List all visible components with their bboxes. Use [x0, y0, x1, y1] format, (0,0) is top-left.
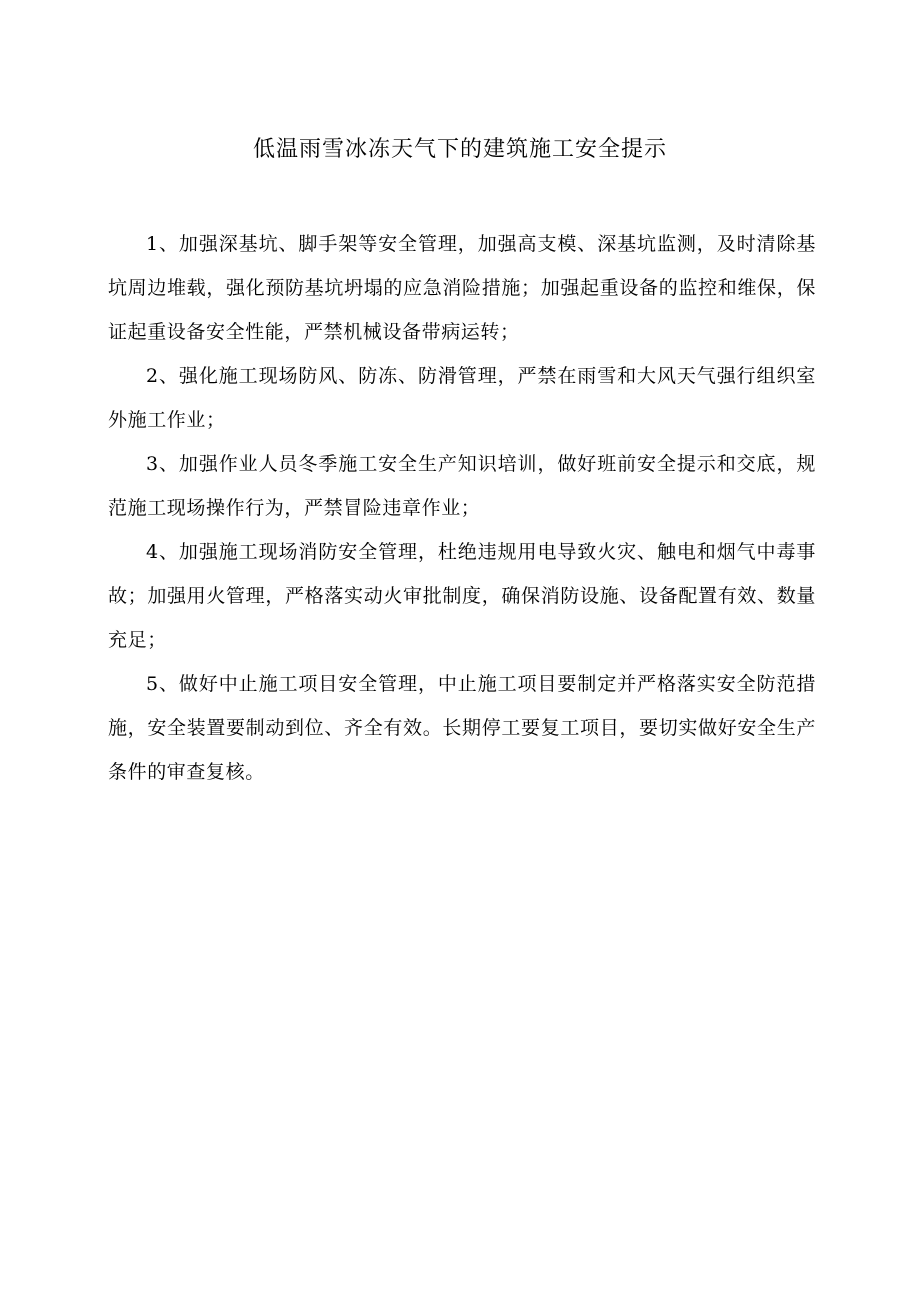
paragraph-item-4: 4、加强施工现场消防安全管理，杜绝违规用电导致火灾、触电和烟气中毒事故；加强用火管理，严格落实动火审批制度，确保消防设施、设备配置有效、数量充足；	[108, 541, 816, 651]
paragraph-item-2: 2、强化施工现场防风、防冻、防滑管理，严禁在雨雪和大风天气强行组织室外施工作业；	[108, 365, 816, 431]
paragraph-item-3: 3、加强作业人员冬季施工安全生产知识培训，做好班前安全提示和交底，规范施工现场操作行为，严禁冒险违章作业；	[108, 453, 816, 519]
paragraph-item-1: 1、加强深基坑、脚手架等安全管理，加强高支模、深基坑监测，及时清除基坑周边堆载，强化预防基坑坍塌的应急消险措施；加强起重设备的监控和维保，保证起重设备安全性能，严禁机械设备带病运转；	[108, 233, 816, 343]
document-body	[108, 222, 816, 794]
document-title: 低温雨雪冰冻天气下的建筑施工安全提示	[252, 137, 667, 162]
paragraph-item-5: 5、做好中止施工项目安全管理，中止施工项目要制定并严格落实安全防范措施，安全装置要制动到位、齐全有效。长期停工要复工项目，要切实做好安全生产条件的审查复核。	[108, 673, 816, 783]
